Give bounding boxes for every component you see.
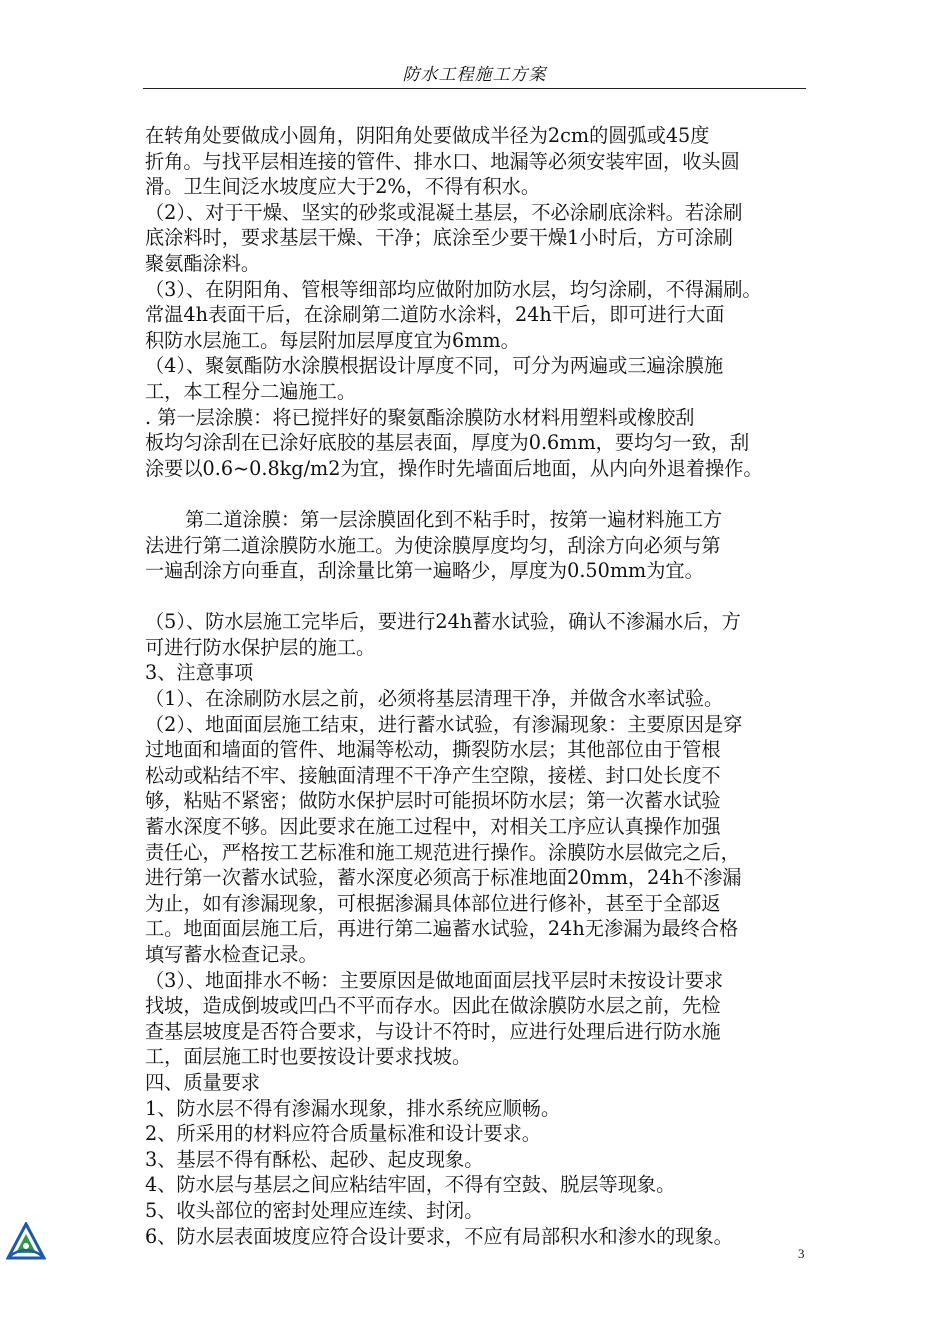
text-line: 松动或粘结不牢、接触面清理不干净产生空隙，接槎、封口处长度不: [145, 763, 721, 787]
text-line: . 第一层涂膜：将已搅拌好的聚氨酯涂膜防水材料用塑料或橡胶刮: [145, 405, 695, 429]
text-line: 法进行第二道涂膜防水施工。为使涂膜厚度均匀，刮涂方向必须与第: [145, 533, 721, 557]
list-item: 3、基层不得有酥松、起砂、起皮现象。: [145, 1147, 484, 1171]
page-number: 3: [798, 1246, 805, 1261]
section-heading: 3、注意事项: [145, 661, 254, 685]
blank-line: [145, 584, 815, 610]
text-line: 滑。卫生间泛水坡度应大于2%，不得有积水。: [145, 175, 541, 199]
text-line: （5）、防水层施工完毕后，要进行24h蓄水试验，确认不渗漏水后，方: [145, 610, 741, 634]
text-line: 进行第一次蓄水试验，蓄水深度必须高于标准地面20mm，24h不渗漏: [145, 866, 742, 890]
blank-line: [145, 481, 815, 507]
section-heading: 四、质量要求: [145, 1070, 261, 1094]
document-body: [145, 123, 815, 1249]
text-line: 底涂料时，要求基层干燥、干净；底涂至少要干燥1小时后，方可涂刷: [145, 226, 733, 250]
text-line: （1）、在涂刷防水层之前，必须将基层清理干净，并做含水率试验。: [145, 687, 724, 711]
text-line: （2）、地面面层施工结束，进行蓄水试验，有渗漏现象：主要原因是穿: [145, 712, 743, 736]
text-line: 涂要以0.6~0.8kg/m2为宜，操作时先墙面后地面，从内向外退着操作。: [145, 456, 763, 480]
text-line: 常温4h表面干后，在涂刷第二道防水涂料，24h干后，即可进行大面: [145, 303, 725, 327]
text-line: 可进行防水保护层的施工。: [145, 635, 376, 659]
text-line: 填写蓄水检查记录。: [145, 943, 318, 966]
triangle-logo-icon: [6, 1222, 46, 1262]
text-line: 责任心，严格按工艺标准和施工规范进行操作。涂膜防水层做完之后，: [145, 840, 740, 864]
text-line: （3）、在阴阳角、管根等细部均应做附加防水层，均匀涂刷，不得漏刷。: [145, 277, 762, 301]
list-item: 6、防水层表面坡度应符合设计要求，不应有局部积水和渗水的现象。: [145, 1224, 733, 1248]
text-line: 聚氨酯涂料。: [145, 251, 261, 275]
text-line: 查基层坡度是否符合要求，与设计不符时，应进行处理后进行防水施: [145, 1019, 721, 1043]
text-line: 工，面层施工时也要按设计要求找坡。: [145, 1045, 472, 1069]
text-line: 折角。与找平层相连接的管件、排水口、地漏等必须安装牢固，收头圆: [145, 149, 740, 173]
text-line: 一遍刮涂方向垂直，刮涂量比第一遍略少，厚度为0.50mm为宜。: [145, 559, 704, 583]
text-line: （2）、对于干燥、坚实的砂浆或混凝土基层，不必涂刷底涂料。若涂刷: [145, 200, 743, 224]
text-line: 蓄水深度不够。因此要求在施工过程中，对相关工序应认真操作加强: [145, 815, 721, 839]
text-line: 够，粘贴不紧密；做防水保护层时可能损坏防水层；第一次蓄水试验: [145, 789, 721, 813]
text-line: （4）、聚氨酯防水涂膜根据设计厚度不同，可分为两遍或三遍涂膜施: [145, 354, 724, 378]
text-line: 工。地面面层施工后，再进行第二遍蓄水试验，24h无渗漏为最终合格: [145, 917, 739, 941]
header-title: 防水工程施工方案: [402, 65, 547, 84]
text-line: 积防水层施工。每层附加层厚度宜为6mm。: [145, 328, 520, 352]
text-line: 板均匀涂刮在已涂好底胶的基层表面，厚度为0.6mm，要均匀一致，刮: [145, 431, 750, 455]
text-line: 过地面和墙面的管件、地漏等松动，撕裂防水层；其他部位由于管根: [145, 738, 721, 762]
list-item: 4、防水层与基层之间应粘结牢固，不得有空鼓、脱层等现象。: [145, 1173, 676, 1197]
text-line: 找坡，造成倒坡或凹凸不平而存水。因此在做涂膜防水层之前，先检: [145, 994, 721, 1018]
text-line: （3）、地面排水不畅：主要原因是做地面面层找平层时未按设计要求: [145, 968, 724, 992]
text-line: 第二道涂膜：第一层涂膜固化到不粘手时，按第一遍材料施工方: [185, 507, 723, 531]
list-item: 5、收头部位的密封处理应连续、封闭。: [145, 1198, 484, 1222]
text-line: 在转角处要做成小圆角，阴阳角处要做成半径为2cm的圆弧或45度: [145, 124, 710, 147]
list-item: 2、所采用的材料应符合质量标准和设计要求。: [145, 1122, 541, 1146]
list-item: 1、防水层不得有渗漏水现象，排水系统应顺畅。: [145, 1096, 561, 1120]
page-header: [143, 62, 806, 89]
text-line: 为止，如有渗漏现象，可根据渗漏具体部位进行修补，甚至于全部返: [145, 891, 721, 915]
text-line: 工，本工程分二遍施工。: [145, 379, 357, 403]
